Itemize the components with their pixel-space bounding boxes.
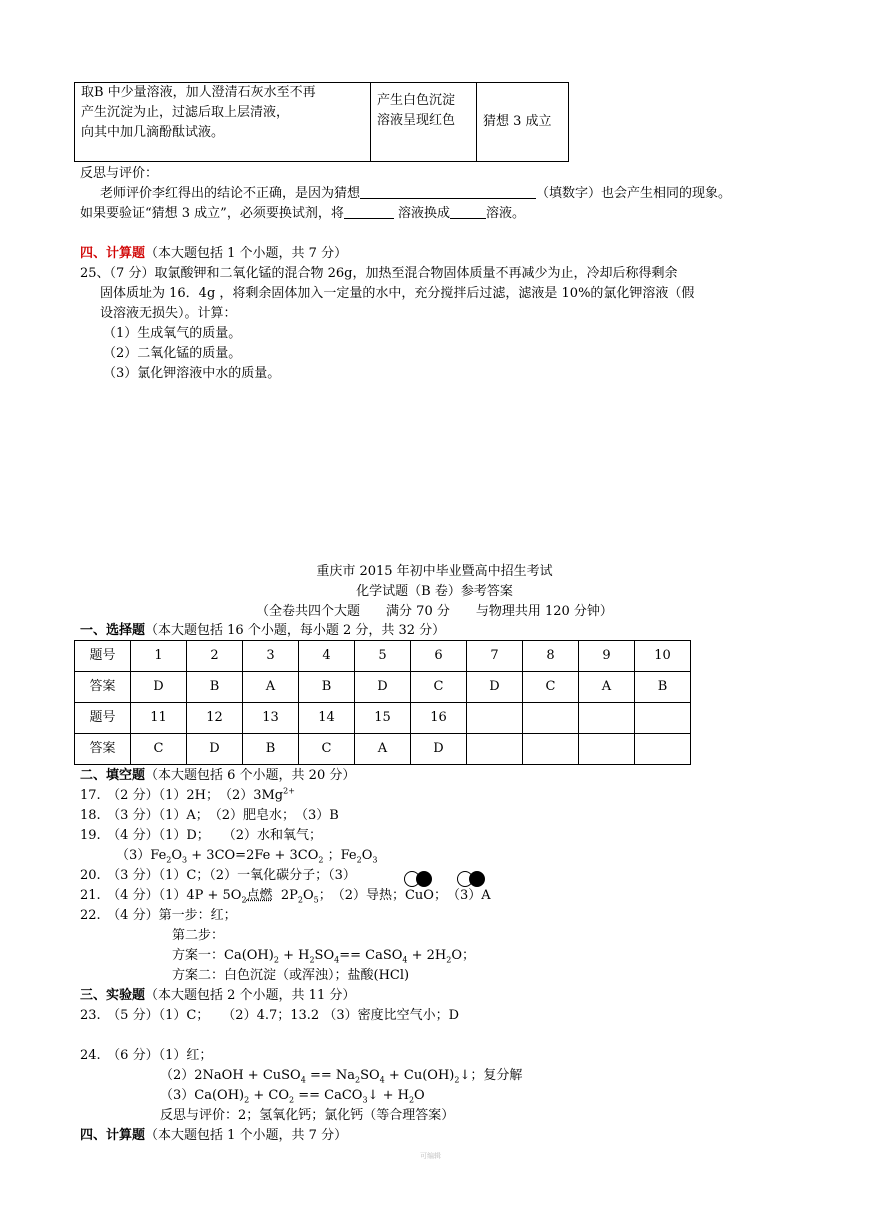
- answer-title-1: 重庆市 2015 年初中毕业暨高中招生考试: [316, 564, 553, 579]
- answer-cell: D: [187, 734, 243, 765]
- answer-cell: D: [131, 672, 187, 703]
- answer-title-3: （全卷共四个大题 满分 70 分 与物理共用 120 分钟）: [256, 604, 613, 619]
- answer-24: 24. （6 分）（1）红；: [80, 1048, 213, 1063]
- answer-cell: C: [299, 734, 355, 765]
- question-number: 6: [411, 641, 467, 672]
- question-number: 16: [411, 703, 467, 734]
- answer-cell: D: [411, 734, 467, 765]
- answer-22-step2: 第二步：: [172, 928, 225, 943]
- q25-sub: （1）生成氧气的质量。: [103, 326, 242, 341]
- question-number: 2: [187, 641, 243, 672]
- question-number: 9: [579, 641, 635, 672]
- table-row: [75, 734, 691, 765]
- section3-heading: 三、实验题（本大题包括 2 个小题，共 11 分）: [80, 988, 356, 1003]
- question-number: 5: [355, 641, 411, 672]
- answer-19: 19. （4 分）（1）D； （2）水和氧气；: [80, 828, 323, 843]
- question-number: [579, 703, 635, 734]
- answer-cell: C: [131, 734, 187, 765]
- question-number: 15: [355, 703, 411, 734]
- exp-step-line: 取B 中少量溶液，加人澄清石灰水至不再: [81, 85, 316, 100]
- answer-24-reflection: 反思与评价：2；氢氧化钙；氯化钙（等合理答案）: [160, 1108, 455, 1123]
- q25-line: 固体质址为 16．4g ，将剩余固体加入一定量的水中，充分搅拌后过滤，滤液是 10%的氯化钾溶液（假: [100, 286, 695, 301]
- answer-cell: [467, 734, 523, 765]
- question-number: 13: [243, 703, 299, 734]
- answer-cell: B: [187, 672, 243, 703]
- question-number: 1: [131, 641, 187, 672]
- question-number: 8: [523, 641, 579, 672]
- answer-21: 21. （4 分）$(1)4P + 5O_2$点燃 $2P_2O_5$； （2）导热；CuO； （3）A: [80, 888, 491, 905]
- answer-title-2: 化学试题（B 卷）参考答案: [356, 584, 513, 599]
- answer-blank: [450, 204, 486, 219]
- exp-conclusion-cell: [477, 83, 569, 162]
- answer-cell: A: [243, 672, 299, 703]
- row-label: 题号: [75, 641, 131, 672]
- answer-18: 18. （3 分）（1）A； （2）肥皂水； （3）B: [80, 808, 339, 823]
- answer-cell: B: [243, 734, 299, 765]
- question-number: 3: [243, 641, 299, 672]
- answer-cell: A: [355, 734, 411, 765]
- answer-cell: D: [355, 672, 411, 703]
- table-row: [75, 641, 691, 672]
- answer-cell: [635, 734, 691, 765]
- answer-23: 23. （5 分）（1）C； （2）4.7；13.2 （3）密度比空气小；D: [80, 1008, 460, 1023]
- answer-20: 20. （3 分）（1）C；（2）一氧化碳分子；（3）: [80, 868, 356, 883]
- exp-phenomenon-line: 溶液呈现红色: [377, 113, 456, 128]
- answer-22-plan1: 方案一：$Ca(OH)_2 + H_2SO_4==$ CaSO$_4$ + $2H_2O$；: [172, 948, 476, 965]
- exp-step-line: 产生沉淀为止，过滤后取上层清液，: [81, 105, 290, 120]
- question-number: 14: [299, 703, 355, 734]
- answer-22: 22. （4 分）第一步：红；: [80, 908, 237, 923]
- question-number: 7: [467, 641, 523, 672]
- q25-line: 设溶液无损失）。计算：: [100, 306, 237, 321]
- question-number: 12: [187, 703, 243, 734]
- answer-24-3: $(3)Ca(OH)_2 + CO_2$ == CaCO$_3$↓ + $H_2O$: [160, 1088, 425, 1105]
- answer-24-2: （2）2NaOH + CuSO$_4$ == $Na_2SO_4$ + $Cu(OH)_2↓$；复分解: [160, 1068, 523, 1085]
- answer-cell: B: [299, 672, 355, 703]
- answer-cell: C: [411, 672, 467, 703]
- section4-heading: 四、计算题（本大题包括 1 个小题，共 7 分）: [80, 1128, 348, 1143]
- question-number: 4: [299, 641, 355, 672]
- answer-cell: [579, 734, 635, 765]
- answer-blank: [360, 184, 536, 199]
- table-row: [75, 703, 691, 734]
- section1-heading: 一、选择题（本大题包括 16 个小题，每小题 2 分，共 32 分）: [80, 623, 446, 638]
- calc-section-heading: 四、计算题（本大题包括 1 个小题，共 7 分）: [80, 246, 348, 261]
- answer-22-plan2: 方案二：白色沉淀（或浑浊）；盐酸(HCl): [172, 968, 410, 983]
- question-number: [635, 703, 691, 734]
- row-label: 题号: [75, 703, 131, 734]
- q25-sub: （3）氯化钾溶液中水的质量。: [103, 366, 281, 381]
- answer-cell: [523, 734, 579, 765]
- q25-sub: （2）二氧化锰的质量。: [103, 346, 242, 361]
- answer-cell: A: [579, 672, 635, 703]
- row-label: 答案: [75, 672, 131, 703]
- answer-cell: B: [635, 672, 691, 703]
- exp-phenomenon-cell: [371, 83, 477, 162]
- question-number: [523, 703, 579, 734]
- table-row: [75, 672, 691, 703]
- answer-cell: D: [467, 672, 523, 703]
- answer-cell: C: [523, 672, 579, 703]
- question-number: 11: [131, 703, 187, 734]
- exp-conclusion: 猜想 3 成立: [483, 114, 552, 129]
- answer-blank: [344, 204, 394, 219]
- section2-heading: 二、填空题（本大题包括 6 个小题，共 20 分）: [80, 768, 356, 783]
- reflection-line-2: 如果要验证“猜想 3 成立”，必须要换试剂，将 溶液换成 溶液。: [80, 206, 525, 221]
- exp-step-cell: [75, 83, 371, 162]
- row-label: 答案: [75, 734, 131, 765]
- exp-phenomenon-line: 产生白色沉淀: [377, 93, 456, 108]
- experiment-table: [74, 82, 569, 162]
- reflection-line-1: 老师评价李红得出的结论不正确，是因为猜想 （填数字）也会产生相同的现象。: [100, 186, 732, 201]
- answer-17: 17. （2 分）（1）2H； $(2)3Mg^{2+}$: [80, 786, 295, 803]
- reflection-title: 反思与评价：: [80, 166, 159, 181]
- answer-table: [74, 640, 691, 765]
- question-number: 10: [635, 641, 691, 672]
- exp-step-line: 向其中加几滴酚酞试液。: [81, 125, 225, 140]
- answer-19-3: $(3)Fe_2O_3 + 3CO=2Fe + 3CO_2$ ；$Fe_2O_3$: [116, 848, 378, 865]
- footer-watermark: 可编辑: [420, 1152, 441, 1160]
- q25-line: 25、（7 分）取氯酸钾和二氧化锰的混合物 26g，加热至混合物固体质量不再减少为止，冷却后称得剩余: [80, 266, 678, 281]
- question-number: [467, 703, 523, 734]
